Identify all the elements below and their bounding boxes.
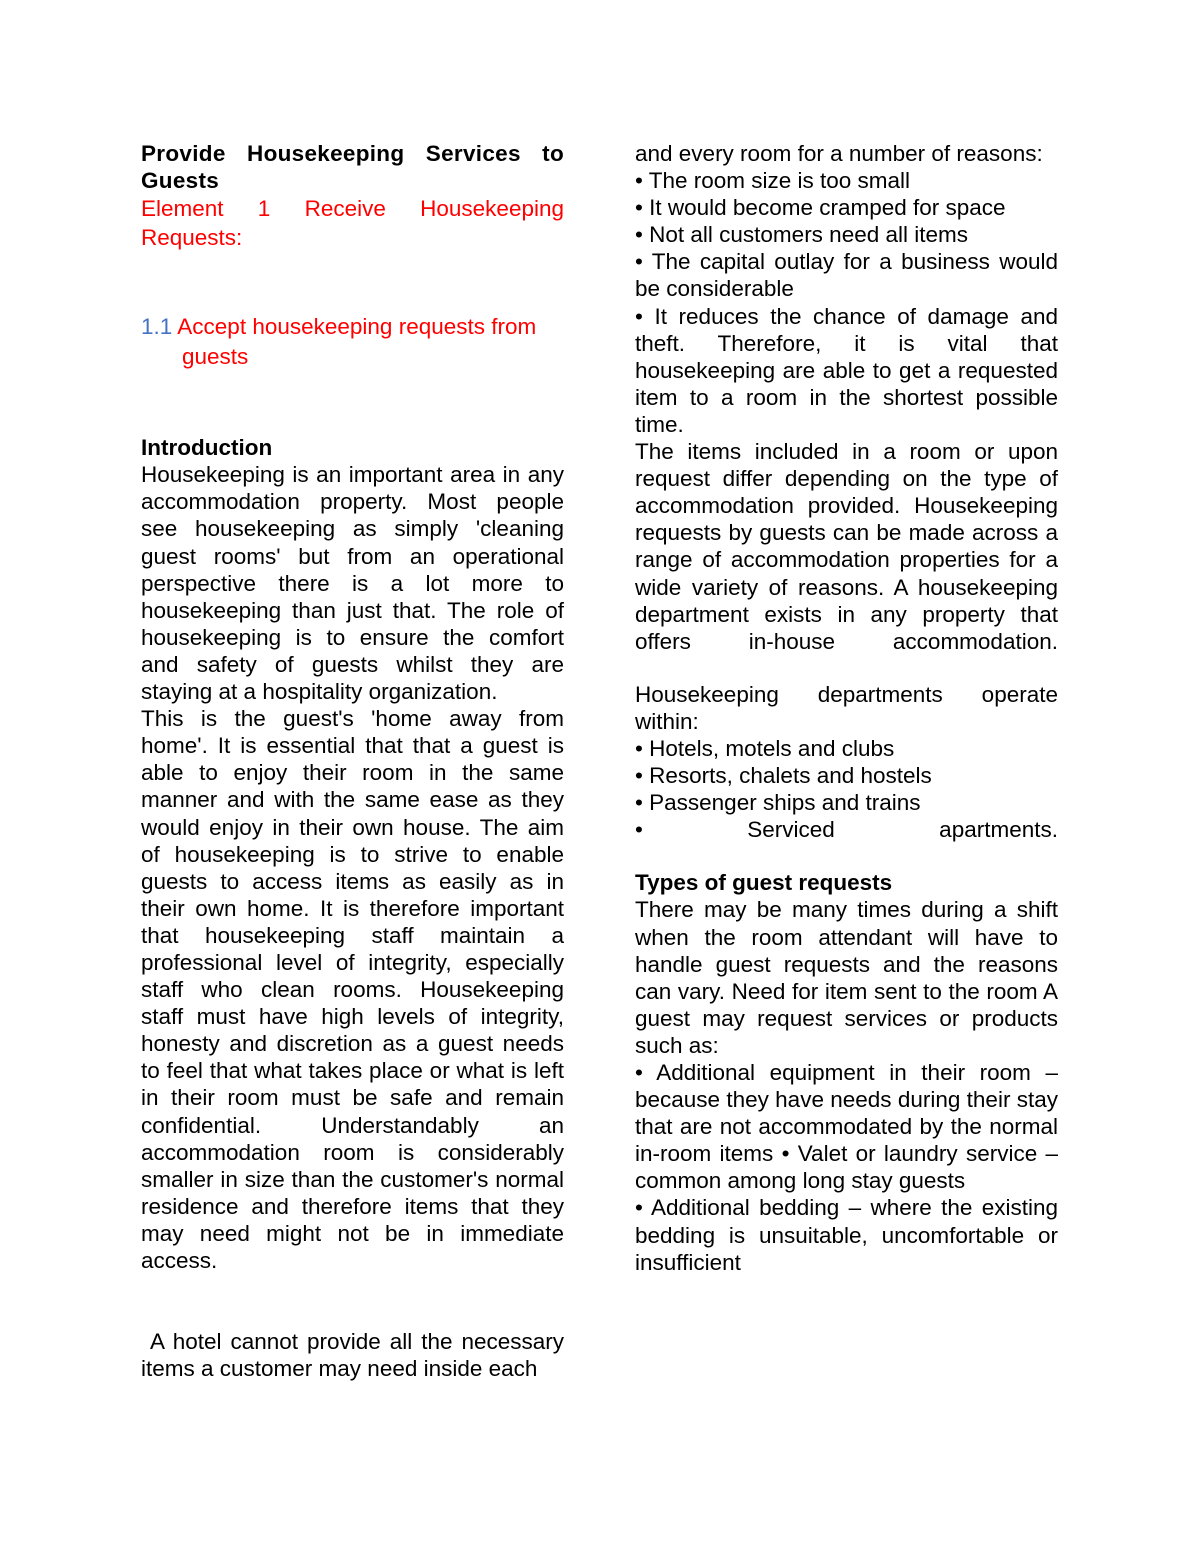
intro-paragraph-2: This is the guest's 'home away from home'. It is essential that that a guest is able to enjoy their room in the same manner and with the same ease as they would enjoy in their own house. The aim of housekeeping is to strive to enable guests to access items as easily as in their own home. It is therefore important that housekeeping staff maintain a professional level of integrity, especially staff who clean rooms. Housekeeping staff must have high levels of integrity, honesty and discretion as a guest needs to feel that what takes place or what is left in their room must be safe and remain confidential. Understandably an accommodation room is considerably smaller in size than the customer's normal residence and therefore items that they may need might not be in immediate access. <box>141 706 564 1273</box>
reason-item: • The room size is too small <box>635 168 911 194</box>
department-item: • Resorts, chalets and hostels <box>635 763 932 789</box>
objective-number: 1.1 <box>141 314 173 340</box>
reason-item: • The capital outlay for a business would be considerable <box>635 249 1058 302</box>
left-column <box>141 140 571 1382</box>
items-paragraph: The items included in a room or upon request differ depending on the type of accommodation provided. Housekeeping requests by guests can be made across a range of accommodation properties for a wide variety of reasons. A housekeeping department exists in any property that offers in-house accommodation. <box>635 439 1058 654</box>
objective-text: Accept housekeeping requests from guests <box>172 314 537 370</box>
closing-paragraph: A hotel cannot provide all the necessary items a customer may need inside each <box>141 1329 571 1382</box>
right-column <box>635 140 1058 1276</box>
document-title: Provide Housekeeping Services to Guests <box>141 141 564 194</box>
department-item: • Passenger ships and trains <box>635 790 921 816</box>
objective-heading <box>141 312 564 372</box>
department-item: • Hotels, motels and clubs <box>635 735 895 761</box>
introduction-heading: Introduction <box>141 435 273 461</box>
department-item: • Serviced apartments. <box>635 817 1058 843</box>
reason-item: • It reduces the chance of damage and theft. Therefore, it is vital that housekeeping are able to get a requested item to a room in the shortest possible time. <box>635 303 1058 437</box>
types-item: • Additional bedding – where the existing bedding is unsuitable, uncomfortable or insufficient <box>635 1195 1058 1275</box>
departments-intro: Housekeeping departments operate within: <box>635 681 1058 734</box>
intro-paragraph-1: Housekeeping is an important area in any accommodation property. Most people see housekeeping as simply 'cleaning guest rooms' but from an operational perspective there is a lot more to housekeeping than just that. The role of housekeeping is to ensure the comfort and safety of guests whilst they are staying at a hospitality organization. <box>141 462 564 705</box>
reason-item: • Not all customers need all items <box>635 222 969 248</box>
continuation-paragraph: and every room for a number of reasons: <box>635 141 1043 166</box>
element-heading: Element 1 Receive Housekeeping Requests: <box>141 196 564 251</box>
types-heading: Types of guest requests <box>635 870 893 896</box>
types-item: • Additional equipment in their room – because they have needs during their stay that are not accommodated by the normal in-room items • Valet or laundry service – common among long stay guests <box>635 1060 1058 1194</box>
types-paragraph: There may be many times during a shift when the room attendant will have to handle guest requests and the reasons can vary. Need for item sent to the room A guest may request services or products such as: <box>635 897 1058 1058</box>
reason-item: • It would become cramped for space <box>635 195 1006 221</box>
